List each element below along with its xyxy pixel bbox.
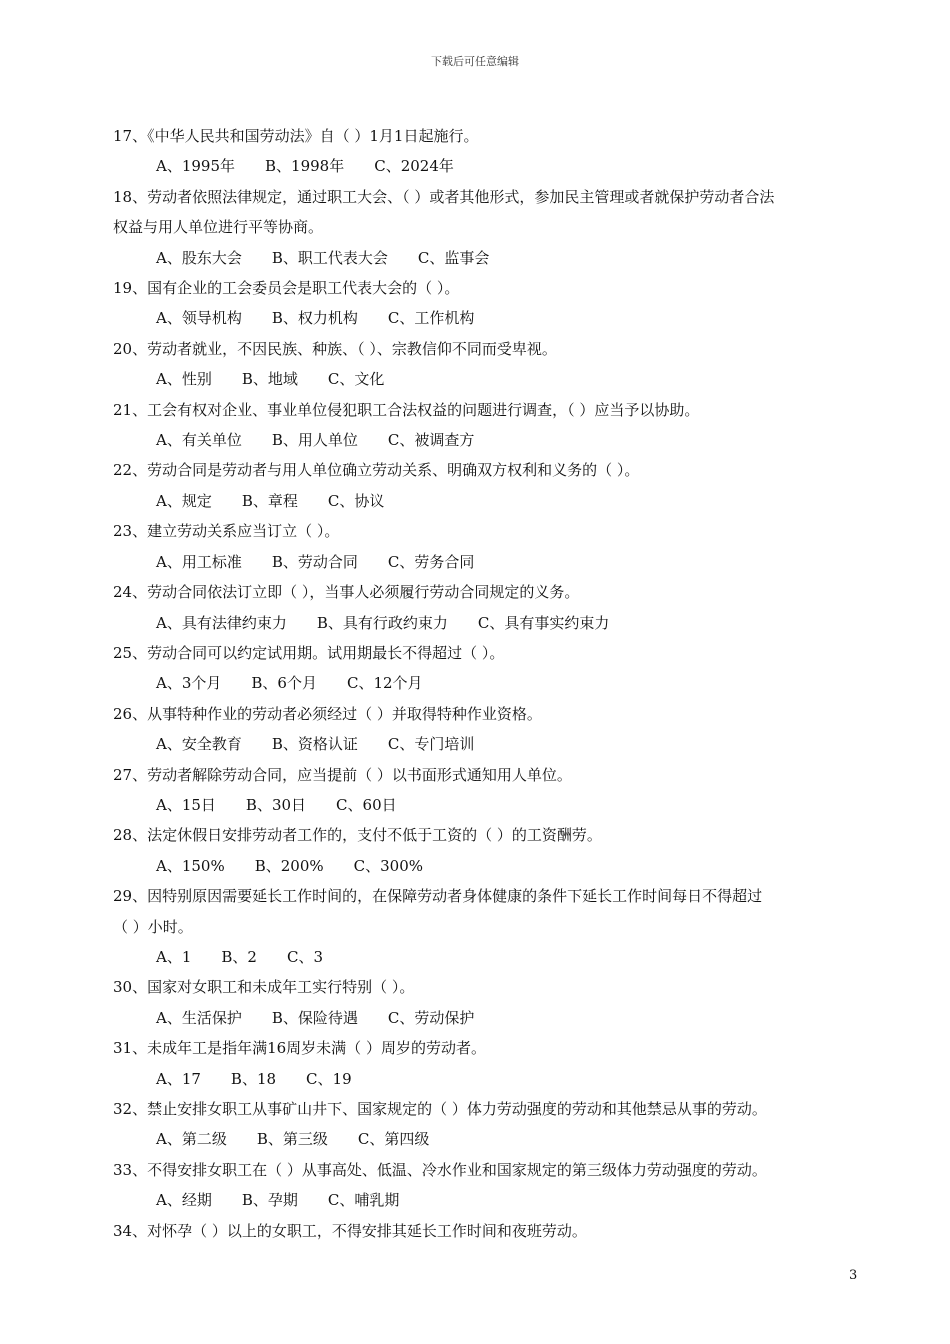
- question-list: [113, 121, 863, 1246]
- option-a: A、性别: [156, 370, 212, 389]
- option-b: B、职工代表大会: [271, 248, 388, 267]
- option-a: A、具有法律约束力: [156, 613, 287, 632]
- question-29-continued: （ ）小时。: [113, 917, 193, 936]
- question-27: 27、劳动者解除劳动合同，应当提前（ ）以书面形式通知用人单位。: [113, 765, 572, 784]
- option-a: A、1995年: [156, 157, 236, 176]
- option-c: C、3: [286, 947, 323, 966]
- option-b: B、200%: [254, 856, 324, 875]
- option-c: C、300%: [353, 856, 424, 875]
- option-b: B、保险待遇: [271, 1008, 358, 1027]
- page-header: 下载后可任意编辑: [431, 55, 519, 68]
- option-c: C、19: [306, 1069, 352, 1088]
- question-32: 32、禁止安排女职工从事矿山井下、国家规定的（ ）体力劳动强度的劳动和其他禁忌从事的劳动。: [113, 1100, 767, 1118]
- question-31: 31、未成年工是指年满16周岁未满（ ）周岁的劳动者。: [113, 1039, 486, 1058]
- question-29: 29、因特别原因需要延长工作时间的，在保障劳动者身体健康的条件下延长工作时间每日不得超过: [113, 887, 763, 906]
- option-b: B、劳动合同: [271, 552, 358, 571]
- question-18: 18、劳动者依照法律规定，通过职工大会、（ ）或者其他形式，参加民主管理或者就保护劳动者合法: [113, 187, 775, 206]
- option-c: C、监事会: [417, 248, 490, 267]
- options-30: [113, 1003, 863, 1033]
- option-a: A、150%: [156, 856, 225, 875]
- option-c: C、文化: [327, 370, 385, 389]
- question-24: 24、劳动合同依法订立即（ ），当事人必须履行劳动合同规定的义务。: [113, 583, 580, 602]
- option-a: A、1: [156, 947, 192, 966]
- option-b: B、1998年: [265, 157, 345, 176]
- option-b: B、孕期: [241, 1191, 298, 1210]
- question-26: 26、从事特种作业的劳动者必须经过（ ）并取得特种作业资格。: [113, 704, 542, 723]
- question-21: 21、工会有权对企业、事业单位侵犯职工合法权益的问题进行调查，（ ）应当予以协助。: [113, 400, 700, 419]
- option-a: A、有关单位: [156, 431, 242, 450]
- option-c: C、协议: [327, 491, 385, 510]
- option-a: A、生活保护: [156, 1008, 242, 1027]
- option-a: A、用工标准: [156, 552, 242, 571]
- option-c: C、哺乳期: [327, 1191, 400, 1210]
- option-b: B、用人单位: [271, 431, 358, 450]
- option-b: B、6个月: [251, 674, 317, 693]
- question-25: 25、劳动合同可以约定试用期。试用期最长不得超过（ ）。: [113, 643, 505, 662]
- option-b: B、地域: [241, 370, 298, 389]
- options-32: [113, 1124, 863, 1154]
- options-17: [113, 151, 863, 181]
- options-28: [113, 851, 863, 881]
- options-33: [113, 1185, 863, 1215]
- option-c: C、60日: [336, 795, 397, 814]
- option-b: B、具有行政约束力: [316, 613, 448, 632]
- option-c: C、专门培训: [387, 735, 475, 754]
- options-18: [113, 243, 863, 273]
- option-a: A、领导机构: [156, 309, 242, 328]
- options-22: [113, 486, 863, 516]
- option-a: A、经期: [156, 1191, 212, 1210]
- question-18-continued: 权益与用人单位进行平等协商。: [113, 218, 324, 237]
- options-29: [113, 942, 863, 972]
- question-28: 28、法定休假日安排劳动者工作的，支付不低于工资的（ ）的工资酬劳。: [113, 826, 602, 845]
- option-c: C、劳务合同: [387, 552, 475, 571]
- options-20: [113, 364, 863, 394]
- question-20: 20、劳动者就业，不因民族、种族、（ ）、宗教信仰不同而受卑视。: [113, 339, 557, 358]
- options-19: [113, 303, 863, 333]
- option-c: C、具有事实约束力: [477, 613, 610, 632]
- option-b: B、第三级: [256, 1130, 328, 1149]
- option-c: C、被调查方: [387, 431, 475, 450]
- option-a: A、规定: [156, 491, 212, 510]
- option-c: C、12个月: [346, 674, 423, 693]
- option-b: B、权力机构: [271, 309, 358, 328]
- option-b: B、2: [221, 947, 257, 966]
- question-22: 22、劳动合同是劳动者与用人单位确立劳动关系、明确双方权利和义务的（ ）。: [113, 461, 640, 480]
- option-a: A、15日: [156, 795, 216, 814]
- option-a: A、第二级: [156, 1130, 227, 1149]
- question-19: 19、国有企业的工会委员会是职工代表大会的（ ）。: [113, 279, 460, 298]
- question-23: 23、建立劳动关系应当订立（ ）。: [113, 522, 340, 541]
- options-21: [113, 425, 863, 455]
- options-27: [113, 790, 863, 820]
- options-23: [113, 547, 863, 577]
- question-34: 34、对怀孕（ ）以上的女职工，不得安排其延长工作时间和夜班劳动。: [113, 1221, 587, 1240]
- option-a: A、17: [156, 1069, 201, 1088]
- option-a: A、股东大会: [156, 248, 242, 267]
- question-33: 33、不得安排女职工在（ ）从事高处、低温、冷水作业和国家规定的第三级体力劳动强度的劳动。: [113, 1160, 767, 1179]
- option-a: A、3个月: [156, 674, 222, 693]
- option-b: B、18: [230, 1069, 277, 1088]
- option-b: B、资格认证: [271, 735, 358, 754]
- option-b: B、30日: [245, 795, 307, 814]
- options-31: [113, 1064, 863, 1094]
- option-a: A、安全教育: [156, 735, 242, 754]
- question-17: 17、《中华人民共和国劳动法》自（ ）1月1日起施行。: [113, 127, 479, 145]
- page-number: 3: [849, 1268, 858, 1283]
- options-25: [113, 668, 863, 698]
- option-c: C、劳动保护: [387, 1008, 475, 1027]
- question-30: 30、国家对女职工和未成年工实行特别（ ）。: [113, 978, 415, 997]
- options-24: [113, 608, 863, 638]
- options-26: [113, 729, 863, 759]
- option-c: C、2024年: [374, 157, 454, 176]
- option-c: C、第四级: [357, 1130, 430, 1149]
- option-c: C、工作机构: [387, 309, 475, 328]
- option-b: B、章程: [241, 491, 298, 510]
